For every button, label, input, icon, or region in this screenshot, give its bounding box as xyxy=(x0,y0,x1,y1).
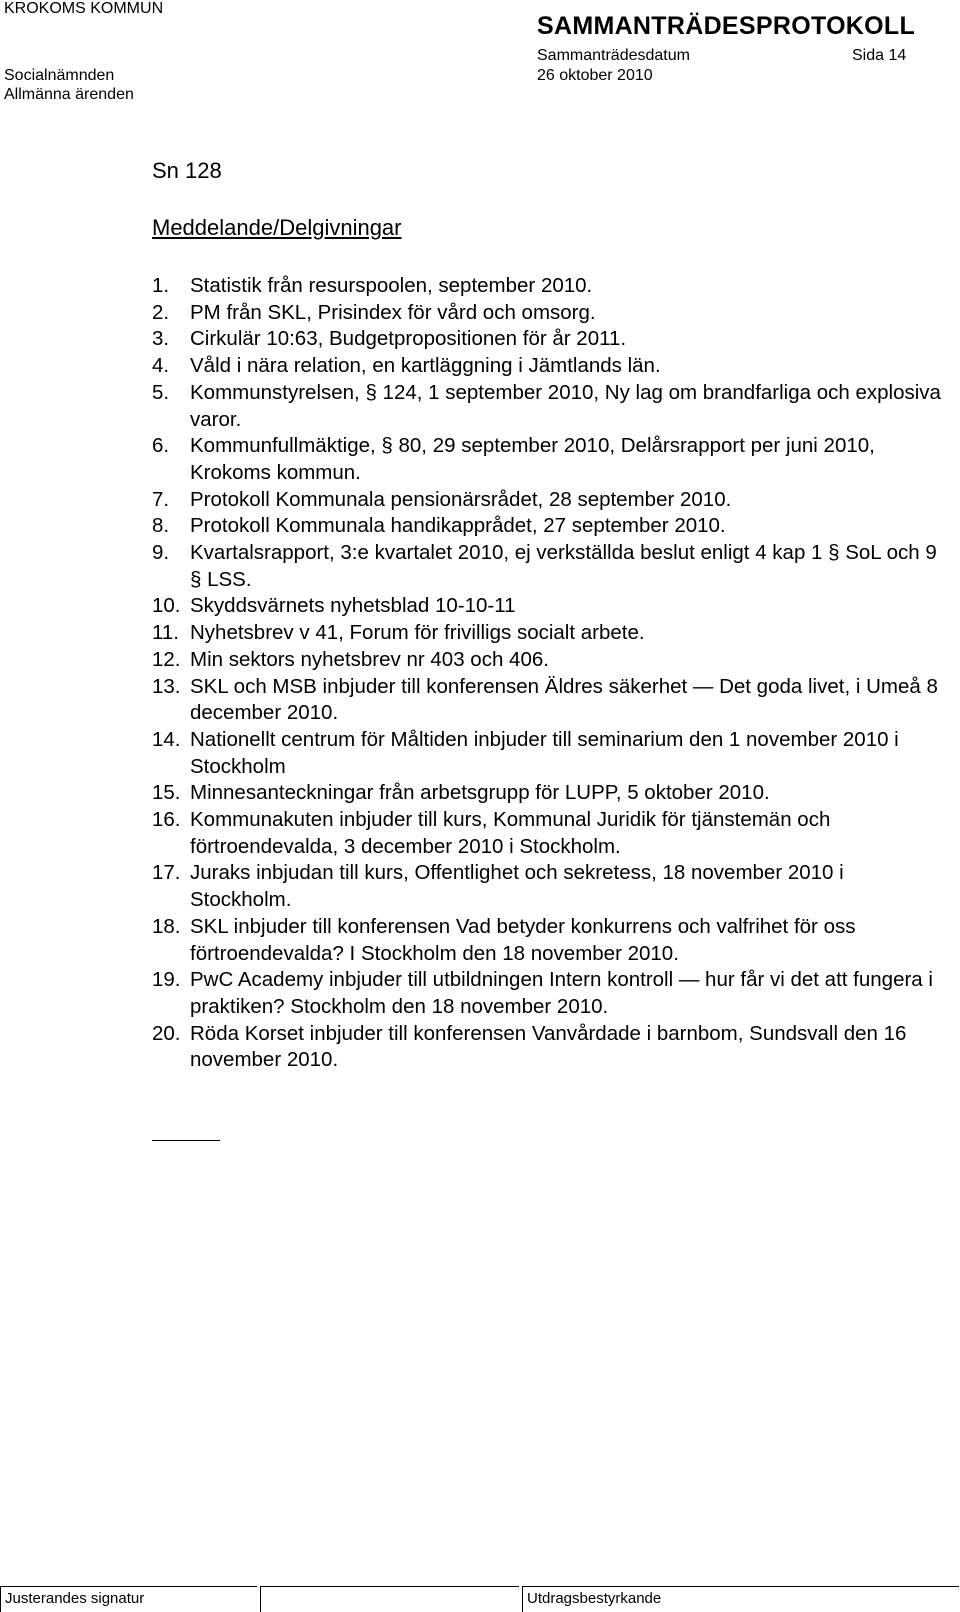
list-item-text: Röda Korset inbjuder till konferensen Vanvårdade i barnbom, Sundsvall den 16 november 2010. xyxy=(190,1021,907,1072)
list-item-number: 15. xyxy=(152,781,181,805)
list-item xyxy=(152,326,942,353)
list-item xyxy=(152,647,942,674)
list-item xyxy=(152,914,942,967)
list-item-number: 17. xyxy=(152,861,181,885)
blank-signature-box xyxy=(260,1586,519,1612)
list-item-number: 14. xyxy=(152,727,181,751)
page-number: Sida 14 xyxy=(852,47,907,64)
list-item-text: Protokoll Kommunala pensionärsrådet, 28 september 2010. xyxy=(190,487,732,511)
list-item-text: Nyhetsbrev v 41, Forum för frivilligs socialt arbete. xyxy=(190,621,645,645)
list-item-text: SKL och MSB inbjuder till konferensen Äldres säkerhet — Det goda livet, i Umeå 8 december 2010. xyxy=(190,674,938,725)
list-item-number: 10. xyxy=(152,594,181,618)
list-item-number: 6. xyxy=(152,434,170,458)
list-item-number: 12. xyxy=(152,647,181,671)
page-title: Meddelande/Delgivningar xyxy=(152,215,402,240)
list-item xyxy=(152,513,942,540)
list-item-text: Skyddsvärnets nyhetsblad 10-10-11 xyxy=(190,594,516,618)
list-item xyxy=(152,353,942,380)
list-item-text: Nationellt centrum för Måltiden inbjuder till seminarium den 1 november 2010 i Stockholm xyxy=(190,727,899,778)
list-item-number: 16. xyxy=(152,808,181,832)
list-item-number: 19. xyxy=(152,968,181,992)
notice-list xyxy=(152,273,942,1074)
list-item xyxy=(152,674,942,727)
extract-label: Utdragsbestyrkande xyxy=(527,1590,662,1607)
list-item xyxy=(152,860,942,913)
signature-label: Justerandes signatur xyxy=(5,1590,145,1607)
list-item-number: 4. xyxy=(152,354,170,378)
list-item-number: 7. xyxy=(152,487,170,511)
list-item-text: Min sektors nyhetsbrev nr 403 och 406. xyxy=(190,647,549,671)
list-item-text: SKL inbjuder till konferensen Vad betyder konkurrens och valfrihet för oss förtroendevalda? I Stockholm den 18 november 2010. xyxy=(190,914,856,965)
list-item xyxy=(152,487,942,514)
list-item-number: 2. xyxy=(152,300,170,324)
list-item xyxy=(152,273,942,300)
list-item-text: Kommunstyrelsen, § 124, 1 september 2010, Ny lag om brandfarliga och explosiva varor. xyxy=(190,380,941,431)
list-item-text: Kommunakuten inbjuder till kurs, Kommunal Juridik för tjänstemän och förtroendevalda, 3 december 2010 i Stockholm. xyxy=(190,808,831,858)
footer xyxy=(0,1586,960,1611)
list-item xyxy=(152,780,942,807)
list-item-number: 13. xyxy=(152,674,181,698)
list-item xyxy=(152,727,942,780)
meeting-date-label: Sammanträdesdatum xyxy=(537,47,690,64)
list-item xyxy=(152,593,942,620)
list-item-text: Juraks inbjudan till kurs, Offentlighet och sekretess, 18 november 2010 i Stockholm. xyxy=(190,861,844,912)
list-item-text: PwC Academy inbjuder till utbildningen Intern kontroll — hur får vi det att fungera i praktiken? Stockholm den 18 november 2010. xyxy=(190,968,933,1018)
paragraph-number: Sn 128 xyxy=(152,158,222,183)
list-item-text: Våld i nära relation, en kartläggning i Jämtlands län. xyxy=(190,354,661,378)
list-item xyxy=(152,300,942,327)
list-item xyxy=(152,380,942,433)
document-type: SAMMANTRÄDESPROTOKOLL xyxy=(537,12,916,40)
list-item-text: Protokoll Kommunala handikapprådet, 27 september 2010. xyxy=(190,514,726,538)
list-item-text: Minnesanteckningar från arbetsgrupp för LUPP, 5 oktober 2010. xyxy=(190,781,770,805)
list-item xyxy=(152,1021,942,1074)
end-divider xyxy=(152,1140,220,1141)
list-item xyxy=(152,807,942,860)
list-item-text: PM från SKL, Prisindex för vård och omsorg. xyxy=(190,300,596,324)
list-item-number: 5. xyxy=(152,380,170,404)
list-item xyxy=(152,433,942,486)
organization-name: KROKOMS KOMMUN xyxy=(4,0,164,17)
list-item-number: 18. xyxy=(152,914,181,938)
list-item-number: 20. xyxy=(152,1021,181,1045)
list-item-number: 3. xyxy=(152,327,170,351)
list-item-text: Cirkulär 10:63, Budgetpropositionen för år 2011. xyxy=(190,327,627,351)
extract-box xyxy=(522,1586,959,1612)
list-item-number: 11. xyxy=(152,621,179,645)
list-item xyxy=(152,620,942,647)
section-name: Allmänna ärenden xyxy=(4,86,134,103)
list-item-text: Kvartalsrapport, 3:e kvartalet 2010, ej verkställda beslut enligt 4 kap 1 § SoL och 9 § LSS. xyxy=(190,541,937,591)
signature-box xyxy=(0,1586,257,1612)
list-item-number: 9. xyxy=(152,541,170,565)
meeting-date: 26 oktober 2010 xyxy=(537,67,653,84)
list-item-text: Statistik från resurspoolen, september 2010. xyxy=(190,274,593,297)
board-name: Socialnämnden xyxy=(4,67,115,84)
list-item xyxy=(152,540,942,593)
list-item-text: Kommunfullmäktige, § 80, 29 september 2010, Delårsrapport per juni 2010, Krokoms kommun. xyxy=(190,434,875,484)
list-item-number: 8. xyxy=(152,514,170,538)
list-item-number: 1. xyxy=(152,274,170,297)
list-item xyxy=(152,967,942,1020)
